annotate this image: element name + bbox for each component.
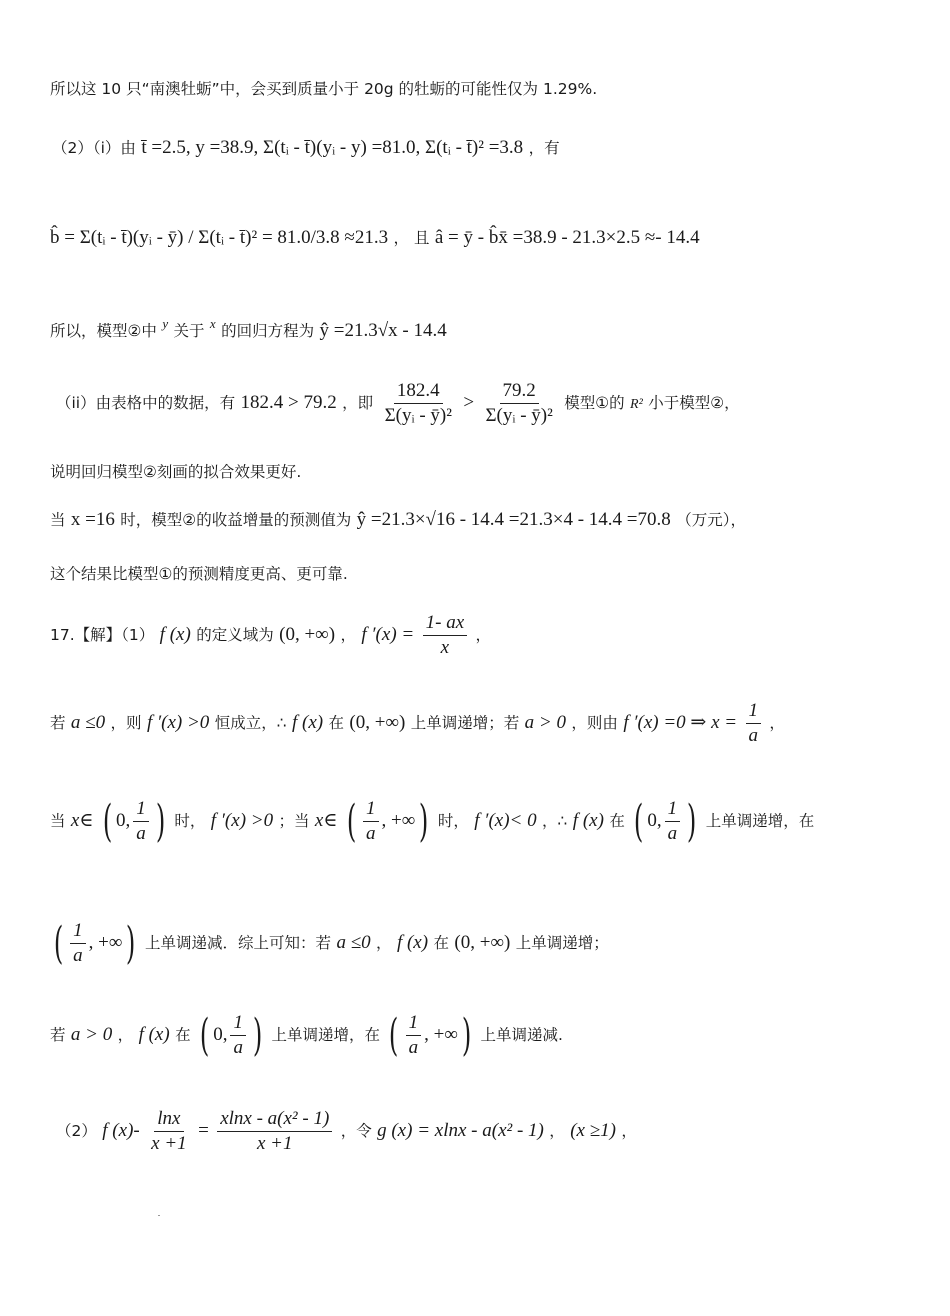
text-line-3 xyxy=(50,226,700,250)
decreasing-summary: 上单调递减．综上可知：若 xyxy=(145,934,332,952)
one-over-a xyxy=(133,798,149,845)
fx: f (x) xyxy=(159,624,191,645)
prediction-text: 时，模型②的收益增量的预测值为 xyxy=(120,511,352,529)
comma: ， xyxy=(117,1026,134,1044)
a-hat-formula: â = ȳ - b̂x̄ =38.9 - 21.3×2.5 ≈- 14.4 xyxy=(434,227,700,248)
a-gt-0: a > 0 xyxy=(70,1024,113,1045)
model1-text: 模型①的 xyxy=(564,394,625,412)
x-in: x∈ xyxy=(314,810,338,831)
fit-conclusion: 说明回归模型②刻画的拟合效果更好. xyxy=(50,463,302,481)
zero: 0, xyxy=(213,1024,228,1045)
one: 1 xyxy=(230,1012,246,1036)
text-line-1 xyxy=(50,77,597,101)
left-paren: ( xyxy=(53,917,64,969)
fprime-gt-0: f ′(x) >0 xyxy=(146,712,210,733)
domain-interval: (0, +∞) xyxy=(454,932,511,953)
fx-minus: f (x)- xyxy=(102,1120,140,1141)
text-line-13 xyxy=(50,1009,563,1061)
less-than-model2: 小于模型②， xyxy=(648,394,740,412)
on-text: 在 xyxy=(328,714,345,732)
text-line-10 xyxy=(50,700,785,747)
fx: f (x) xyxy=(572,810,604,831)
combined-fraction xyxy=(217,1108,332,1155)
increasing-text: 上单调递增，在 xyxy=(705,812,815,830)
right-paren: ) xyxy=(126,917,136,969)
stray-mark xyxy=(158,1215,160,1216)
lnx-num: lnx xyxy=(154,1108,183,1132)
fx: f (x) xyxy=(138,1024,170,1045)
zero: 0, xyxy=(116,810,131,831)
text-line-7 xyxy=(50,508,746,532)
right-paren: ) xyxy=(687,795,697,847)
one: 1 xyxy=(665,798,681,822)
left-paren: ( xyxy=(389,1009,399,1061)
combined-den: x +1 xyxy=(256,1133,293,1154)
always-true: 恒成立，∴ xyxy=(214,714,287,732)
conclusion-text: 所以这 10 只“南澳牡蛎”中，会买到质量小于 20g 的牡蛎的可能性仅为 1.29%. xyxy=(50,80,598,98)
regression-text: 的回归方程为 xyxy=(221,322,315,340)
fraction-2-den: Σ(yᵢ - ȳ)² xyxy=(485,405,553,426)
given-sums-formula: t̄ =2.5, y =38.9, Σ(tᵢ - t̄)(yᵢ - y) =81.0, Σ(tᵢ - t̄)² =3.8 xyxy=(141,137,524,158)
one: 1 xyxy=(70,920,86,944)
a: a xyxy=(136,823,146,844)
right-paren: ) xyxy=(461,1009,472,1061)
r-squared: R² xyxy=(630,397,643,412)
on-text: 在 xyxy=(609,812,625,830)
comma: ， xyxy=(376,934,392,952)
therefore: ，∴ xyxy=(542,812,568,830)
a: a xyxy=(408,1037,419,1058)
equals: = xyxy=(198,1120,209,1141)
comma: ， xyxy=(549,1122,565,1140)
text-line-2 xyxy=(52,136,560,160)
fraction-1 xyxy=(382,380,455,427)
time-text: 时， xyxy=(174,812,206,830)
decreasing-text: 上单调递减. xyxy=(480,1026,563,1044)
a: a xyxy=(73,945,83,966)
f-prime: f ′(x) = xyxy=(361,624,415,645)
derivative-num: 1- ax xyxy=(423,612,468,636)
left-paren: ( xyxy=(199,1009,210,1061)
unit-text: （万元）， xyxy=(676,511,746,529)
one-over-a xyxy=(70,920,86,967)
derivative-fraction xyxy=(423,612,468,659)
fraction-1-num: 182.4 xyxy=(394,380,443,404)
x-ge-1: (x ≥1) xyxy=(570,1120,616,1141)
left-paren: ( xyxy=(102,795,113,847)
a: a xyxy=(366,823,376,844)
problem-17-label: 17.【解】（1） xyxy=(50,626,155,644)
a: a xyxy=(667,823,678,844)
increasing-on-text: 上单调递增，在 xyxy=(271,1026,381,1044)
fraction-1-den: Σ(yᵢ - ȳ)² xyxy=(384,405,452,426)
text-line-14 xyxy=(56,1108,637,1155)
part2-i-label: （2）（i）由 xyxy=(52,139,136,157)
let-text: ，令 xyxy=(340,1122,372,1140)
increasing-text: 上单调递增； xyxy=(515,934,609,952)
combined-num: xlnx - a(x² - 1) xyxy=(217,1108,332,1132)
one: 1 xyxy=(746,700,762,724)
part2-i-have: ，有 xyxy=(528,139,560,157)
var-x: x xyxy=(209,316,216,331)
fraction-2 xyxy=(482,380,555,427)
when-text: 当 xyxy=(50,812,66,830)
about-text: 关于 xyxy=(173,322,205,340)
a-le-0: a ≤0 xyxy=(336,932,371,953)
gt-sign: > xyxy=(463,392,475,413)
text-line-6 xyxy=(50,460,301,484)
critical-point-eq: f ′(x) =0 ⇒ x = xyxy=(623,712,738,733)
when-text: 当 xyxy=(50,511,66,529)
one-over-a xyxy=(406,1012,422,1059)
fx: f (x) xyxy=(396,932,429,953)
one-over-a xyxy=(230,1012,246,1059)
gx-definition: g (x) = xlnx - a(x² - 1) xyxy=(377,1120,544,1141)
domain-text: 的定义域为 xyxy=(196,626,274,644)
precision-conclusion: 这个结果比模型①的预测精度更高、更可靠. xyxy=(50,565,348,583)
comma: ， xyxy=(475,626,492,644)
time-text: 时， xyxy=(437,812,469,830)
text-line-4 xyxy=(50,312,447,343)
fprime-lt-0: f ′(x)< 0 xyxy=(474,810,537,831)
prediction-equation: ŷ =21.3×√16 - 14.4 =21.3×4 - 14.4 =70.8 xyxy=(356,509,671,530)
domain-interval: (0, +∞) xyxy=(279,624,336,645)
one-over-a xyxy=(746,700,762,747)
on-text: 在 xyxy=(433,934,449,952)
lnx-den: x +1 xyxy=(151,1133,187,1154)
a: a xyxy=(748,725,759,746)
and-text: ， 且 xyxy=(393,229,430,247)
a: a xyxy=(233,1037,243,1058)
one-over-a xyxy=(665,798,681,845)
infinity: , +∞ xyxy=(88,932,123,953)
when-text: ；当 xyxy=(278,812,310,830)
one: 1 xyxy=(406,1012,422,1036)
infinity: , +∞ xyxy=(381,810,416,831)
right-paren: ) xyxy=(252,1009,263,1061)
then-text: ，则 xyxy=(110,714,142,732)
var-y: y xyxy=(162,316,169,331)
then-from: ，则由 xyxy=(571,714,618,732)
b-hat-formula: b̂ = Σ(tᵢ - t̄)(yᵢ - ȳ) / Σ(tᵢ - t̄)² = 81.0/3.8 ≈21.3 xyxy=(50,227,389,248)
model2-text: 所以，模型②中 xyxy=(50,322,157,340)
zero: 0, xyxy=(647,810,662,831)
x-in: x∈ xyxy=(70,810,94,831)
a-gt-0: a > 0 xyxy=(524,712,566,733)
increasing-if: 上单调递增；若 xyxy=(410,714,520,732)
derivative-den: x xyxy=(440,637,450,658)
fx: f (x) xyxy=(291,712,324,733)
one: 1 xyxy=(133,798,149,822)
if-text: 若 xyxy=(50,1026,66,1044)
part2-label: （2） xyxy=(56,1122,97,1140)
a-le-0: a ≤0 xyxy=(70,712,106,733)
x-equals-16: x =16 xyxy=(70,509,115,530)
fraction-2-num: 79.2 xyxy=(500,380,539,404)
if-text: 若 xyxy=(50,714,66,732)
inequality: 182.4 > 79.2 xyxy=(240,392,337,413)
one-over-a xyxy=(363,798,379,845)
infinity: , +∞ xyxy=(424,1024,458,1045)
domain-interval: (0, +∞) xyxy=(349,712,406,733)
one: 1 xyxy=(363,798,379,822)
right-paren: ) xyxy=(419,795,429,847)
comma: ， xyxy=(621,1122,637,1140)
comma: ， xyxy=(769,714,785,732)
text-line-9 xyxy=(50,612,491,659)
fprime-gt-0: f ′(x) >0 xyxy=(210,810,274,831)
left-paren: ( xyxy=(346,795,357,847)
on-text: 在 xyxy=(175,1026,191,1044)
comma: ， xyxy=(340,626,356,644)
right-paren: ) xyxy=(155,795,166,847)
text-line-5 xyxy=(56,380,740,427)
regression-equation: ŷ =21.3√x - 14.4 xyxy=(319,320,447,341)
left-paren: ( xyxy=(634,795,644,847)
lnx-fraction xyxy=(148,1108,190,1155)
text-line-12 xyxy=(50,917,609,969)
text-line-8 xyxy=(50,562,348,586)
namely-text: ，即 xyxy=(342,394,374,412)
part2-ii-label: （ii）由表格中的数据，有 xyxy=(56,394,236,412)
text-line-11 xyxy=(50,795,815,847)
